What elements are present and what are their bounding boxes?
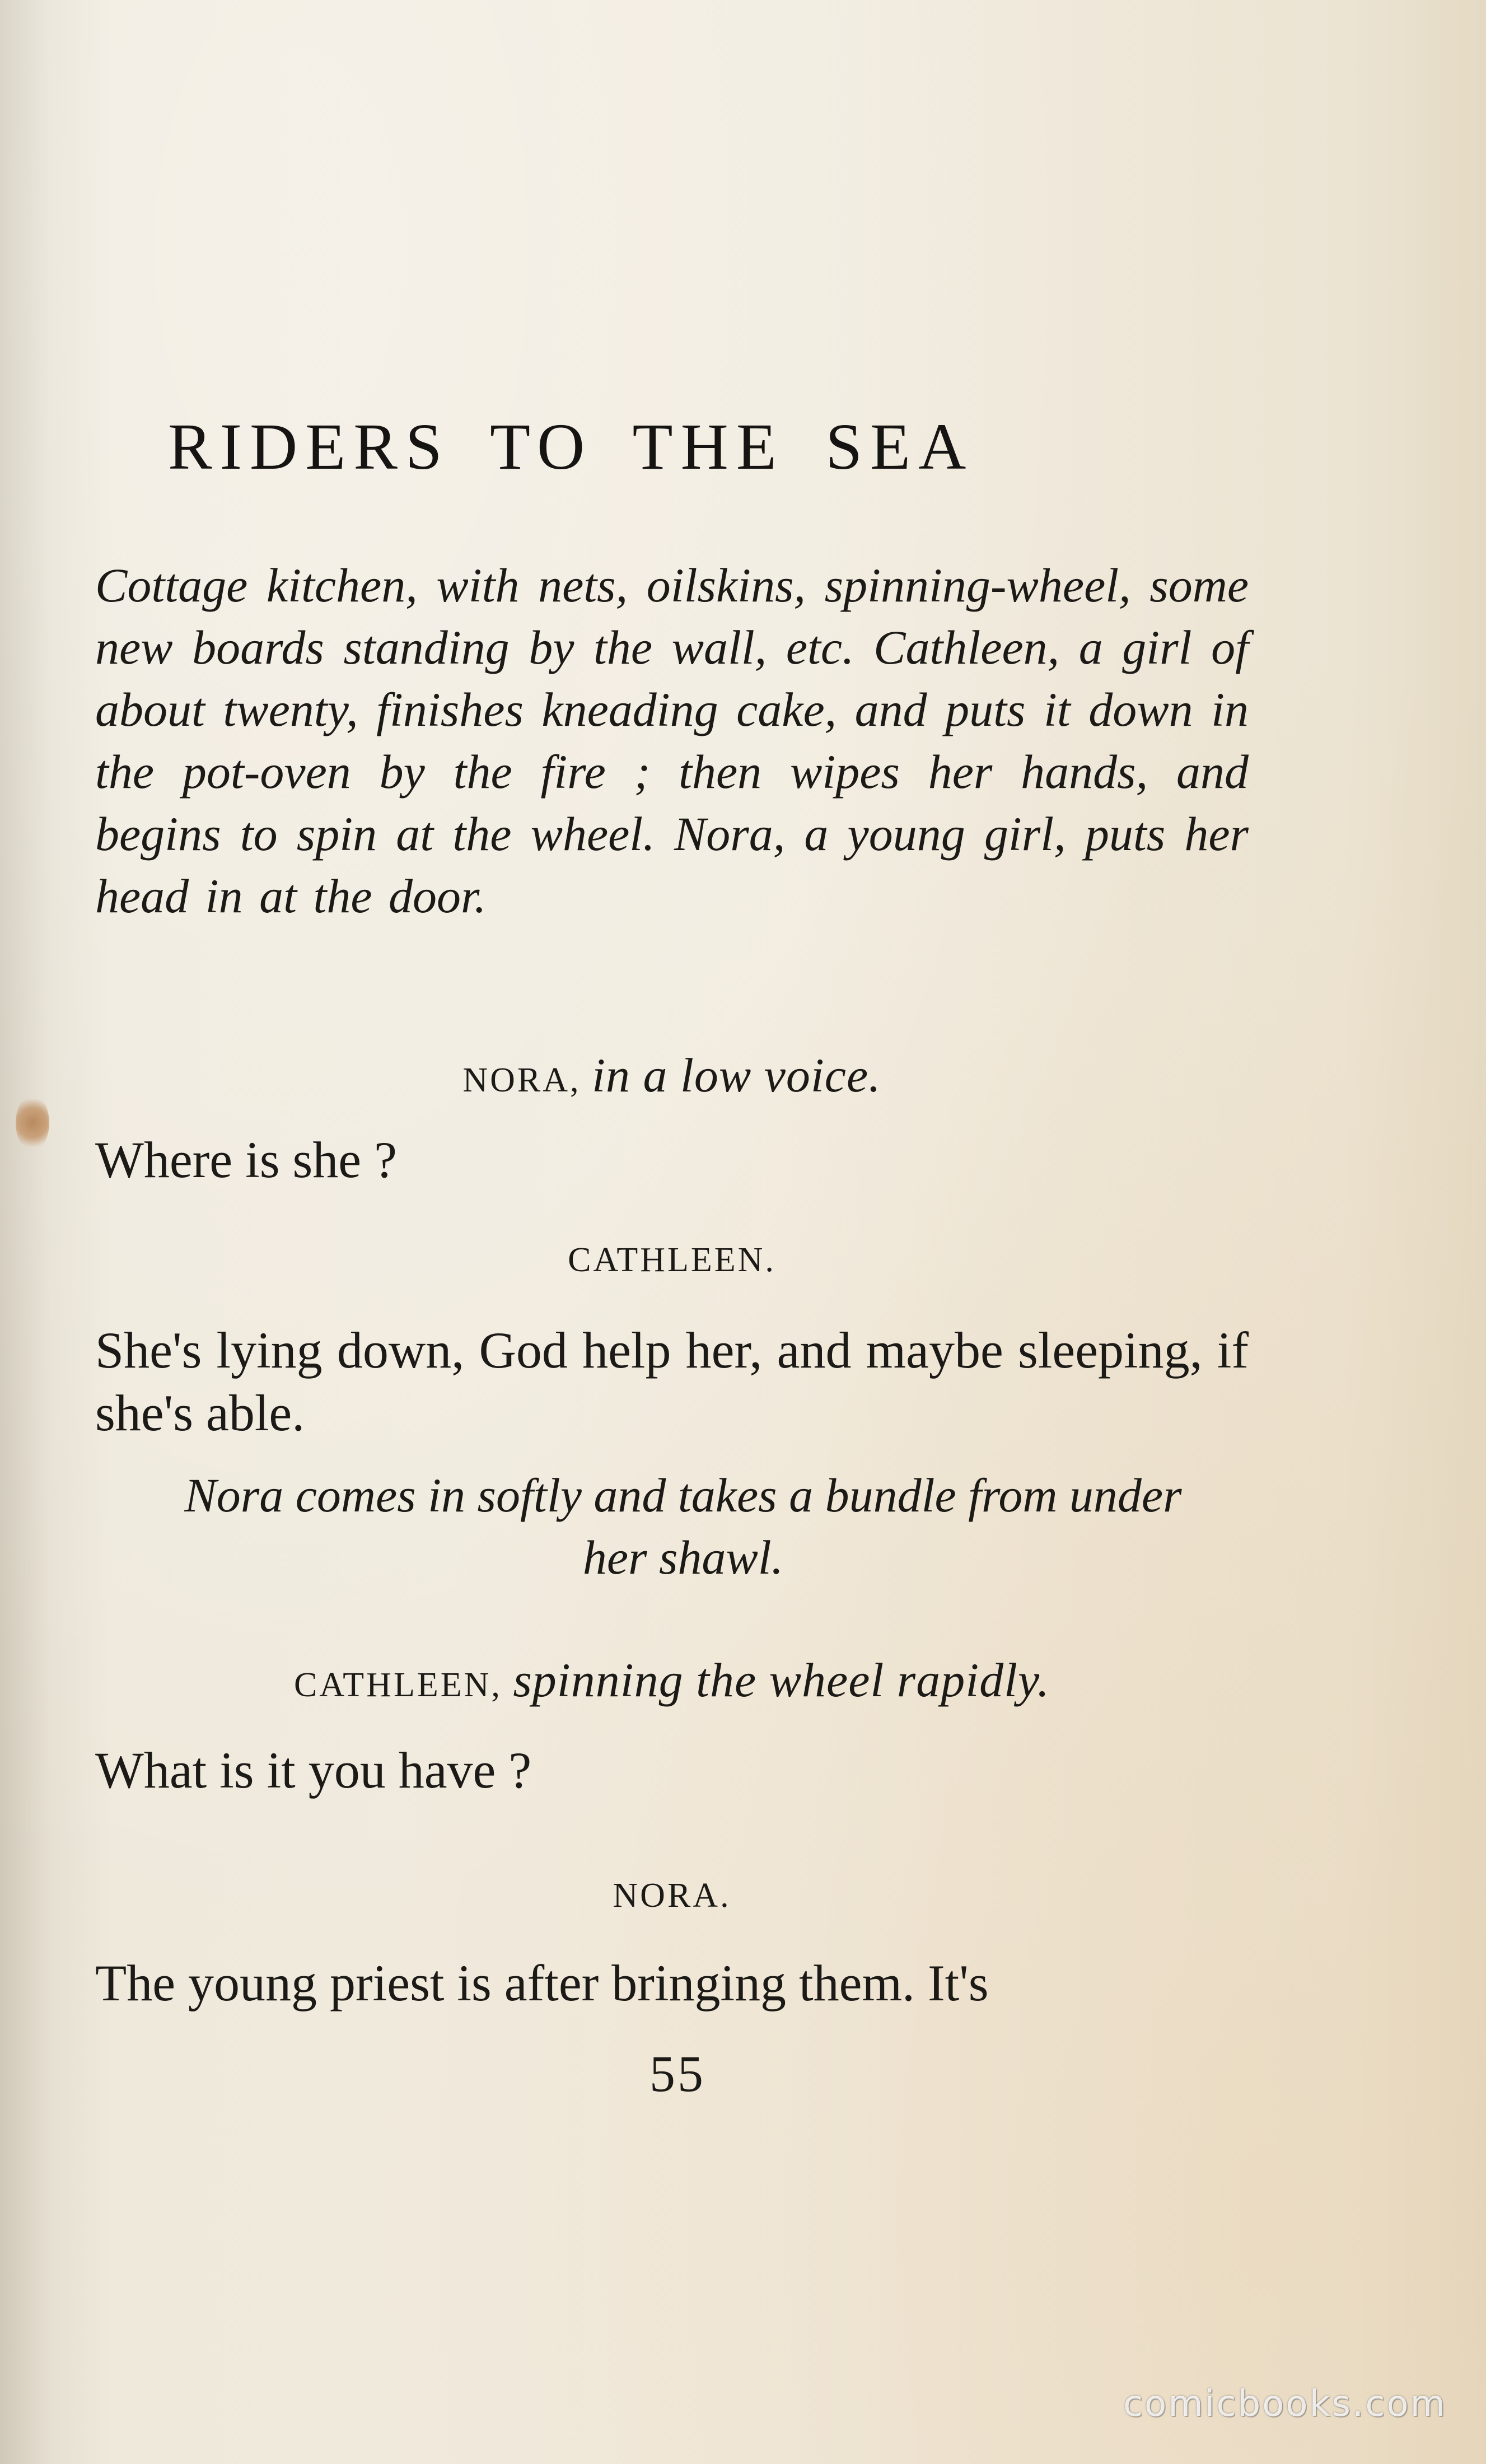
speaker-direction: in a low voice. [592, 1048, 881, 1102]
dialogue-line: What is it you have ? [95, 1742, 532, 1799]
dialogue-line: The young priest is after bringing them. It's [95, 1954, 989, 2012]
opening-stage-direction: Cottage kitchen, with nets, oilskins, spinning-wheel, some new boards standing by the wall, etc. Cathleen, a girl of about twenty, finishes kneading cake, and puts it down in the pot-oven by the fire ; then wipes her hands, and begins to spin at the wheel. Nora, a young girl, puts her head in at the door. [95, 558, 1249, 923]
speaker-name: CATHLEEN, [294, 1666, 502, 1704]
speaker-heading-nora: NORA. [613, 1877, 731, 1915]
speaker-name: NORA, [462, 1061, 581, 1099]
speaker-heading-cathleen [95, 1652, 1249, 1708]
play-title: RIDERS TO THE SEA [168, 410, 974, 483]
watermark: comicbooks.com [1123, 2383, 1447, 2425]
speaker-direction: spinning the wheel rapidly. [513, 1653, 1050, 1707]
dialogue-line: Where is she ? [95, 1131, 397, 1188]
speaker-heading-cathleen: CATHLEEN. [568, 1241, 776, 1279]
stage-direction: Nora comes in softly and takes a bundle from under her shawl. [184, 1468, 1182, 1584]
speaker-heading-nora [95, 1047, 1249, 1103]
page-number: 55 [649, 2045, 705, 2102]
dialogue-line: She's lying down, God help her, and maybe sleeping, if she's able. [95, 1322, 1249, 1441]
paper-stain [16, 1095, 49, 1151]
